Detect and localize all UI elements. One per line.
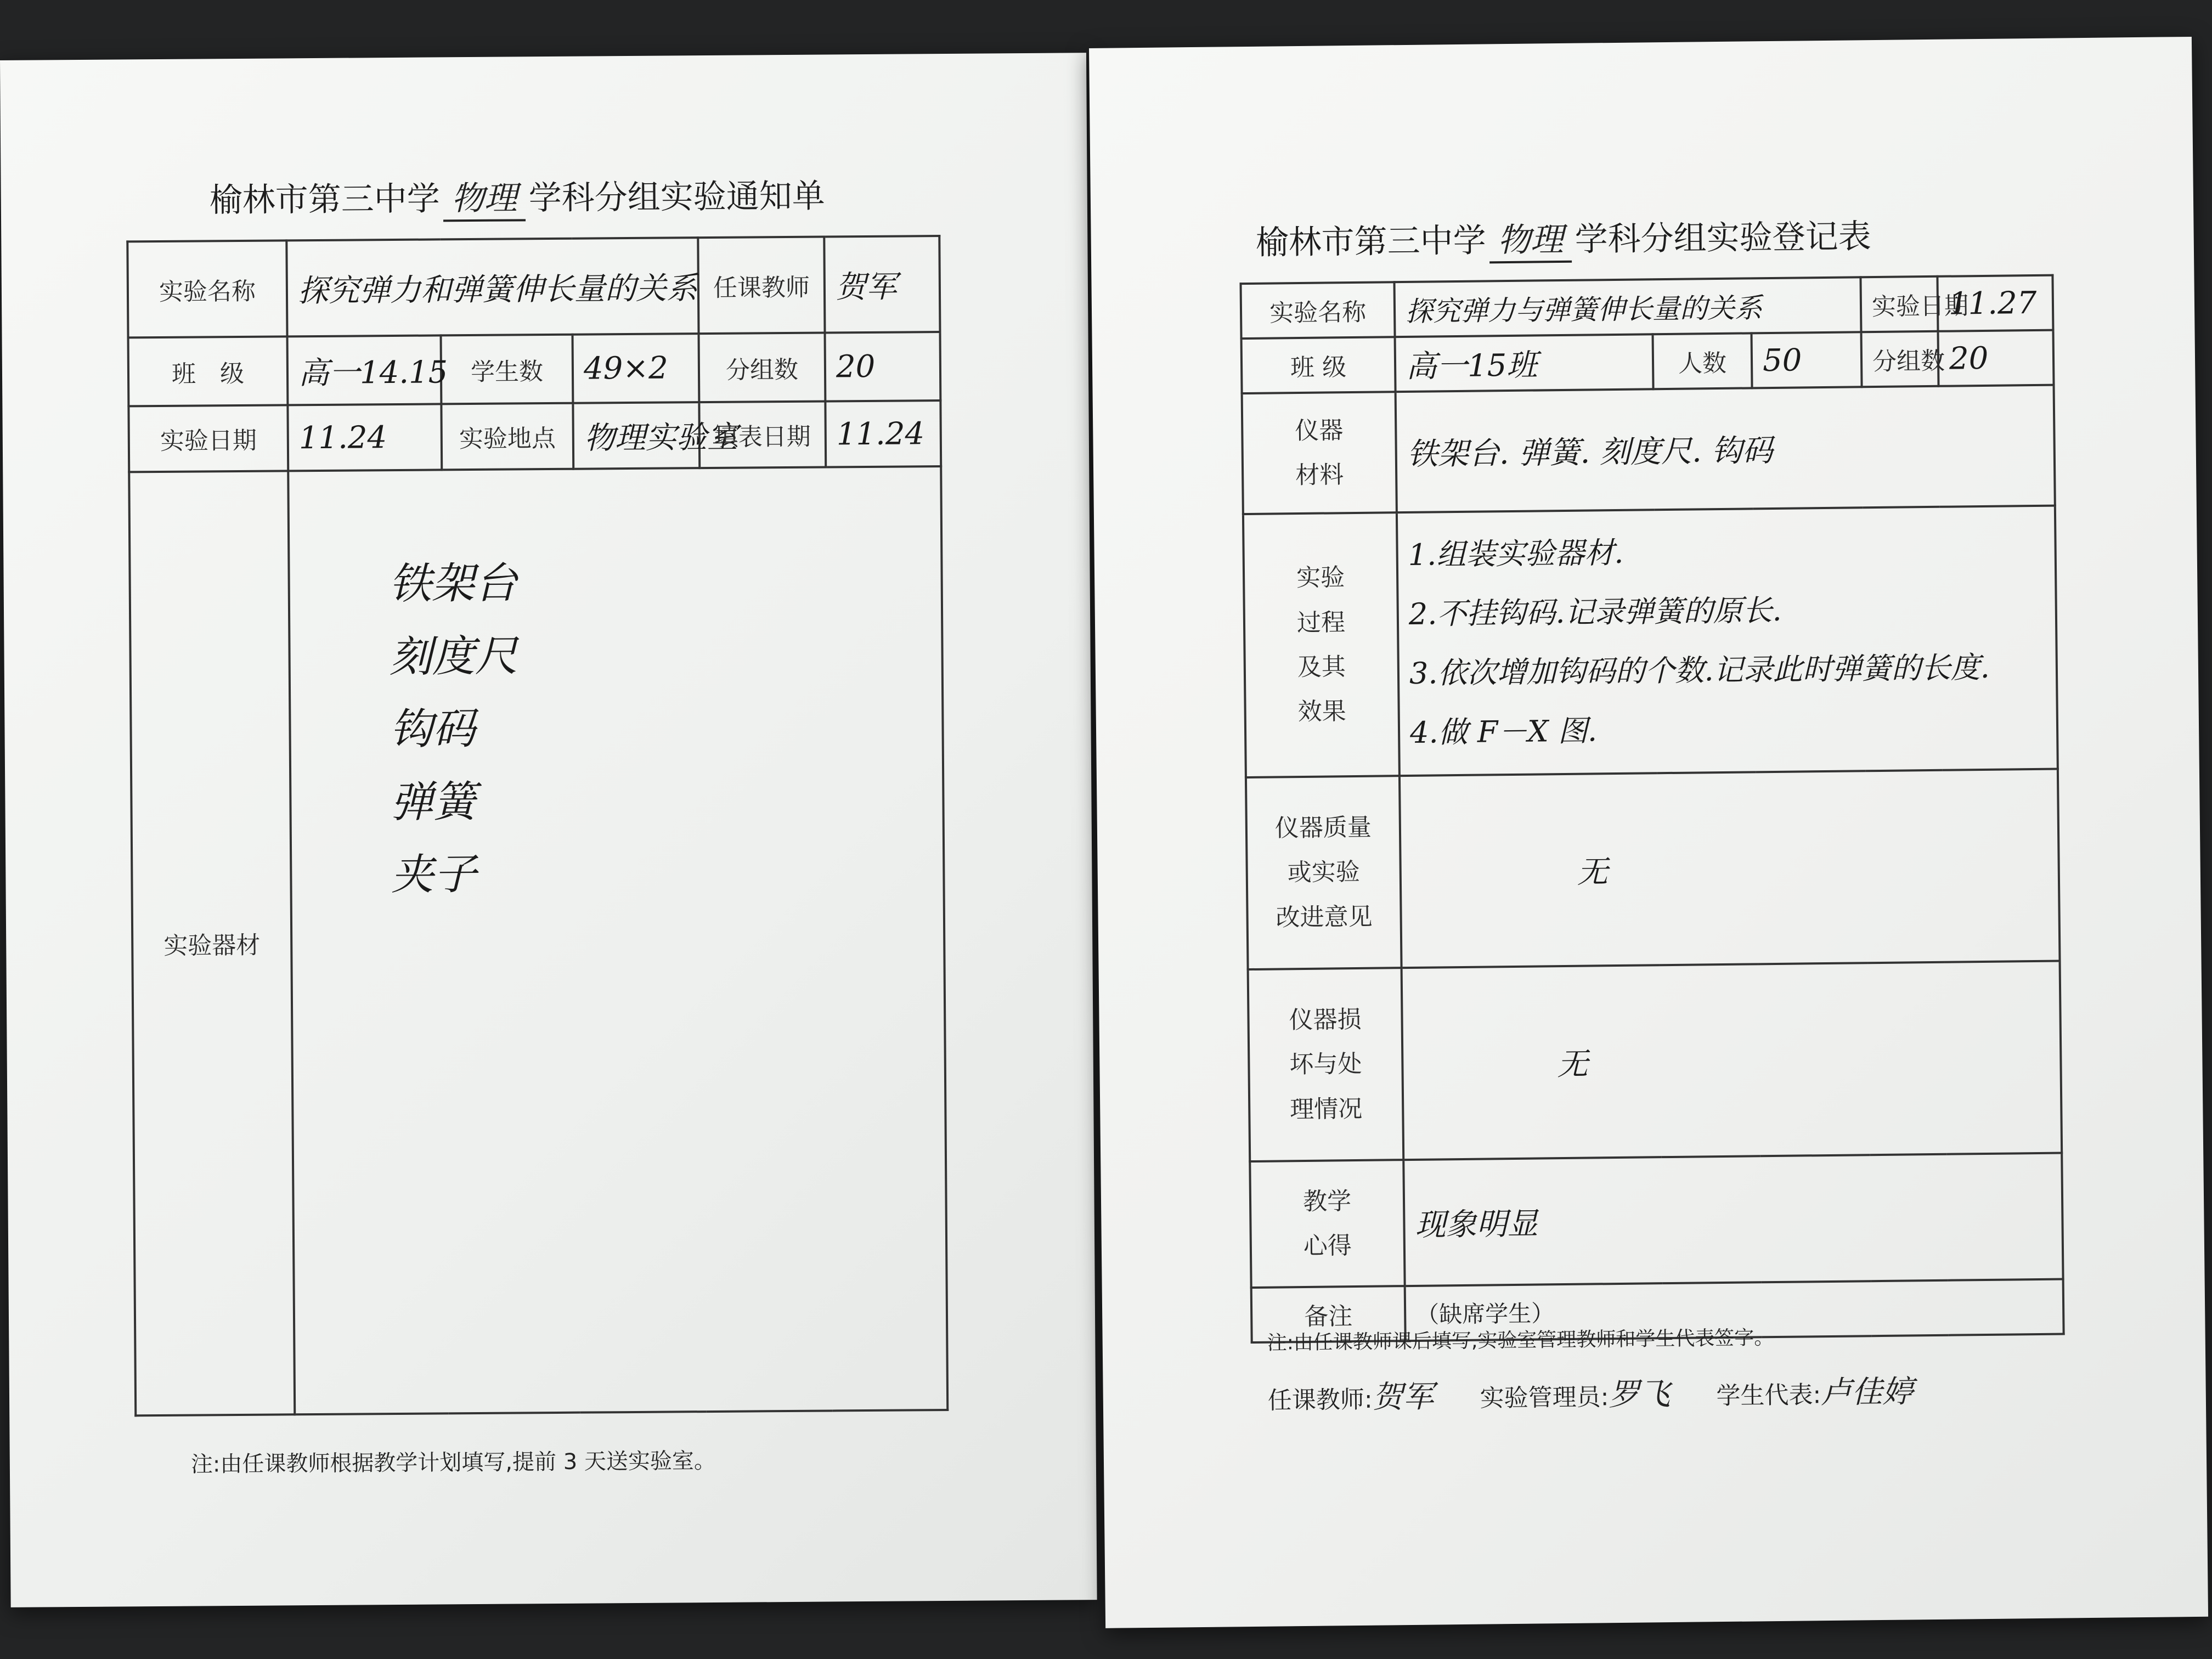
label-fill-date: 填表日期	[699, 402, 826, 469]
value-fill-date: 11.24	[825, 400, 941, 467]
record-form-sheet	[1089, 37, 2208, 1628]
label-process	[1243, 512, 1400, 777]
label-line: 理情况	[1290, 1094, 1363, 1124]
value-experiment-name: 探究弹力与弹簧伸长量的关系	[1394, 277, 1861, 337]
value-experiment-name: 探究弹力和弹簧伸长量的关系	[286, 238, 698, 336]
label-experiment-name: 实验名称	[1241, 282, 1395, 338]
value-class: 高一15班	[1395, 334, 1654, 392]
label-line: 过程	[1296, 608, 1346, 637]
equipment-item: 刻度尺	[389, 631, 518, 682]
record-form-table	[1239, 274, 2064, 1344]
process-step: 4.做 F－X 图.	[1409, 713, 1598, 750]
label-class: 班 级	[1242, 337, 1396, 393]
label-line: 仪器	[1295, 416, 1344, 445]
label-groups: 分组数	[1861, 331, 1938, 387]
value-remarks: （缺席学生）	[1405, 1279, 2064, 1341]
value-location: 物理实验室	[573, 402, 699, 469]
process-step: 2.不挂钩码.记录弹簧的原长.	[1408, 592, 1782, 631]
equipment-item: 夹子	[391, 850, 477, 900]
label-line: 心得	[1303, 1232, 1352, 1261]
title-suffix: 学科分组实验登记表	[1575, 217, 1872, 259]
label-class: 班 级	[128, 336, 288, 406]
label-students: 学生数	[441, 335, 573, 404]
value-quality: 无	[1400, 769, 2060, 968]
teacher-signature: 贺军	[1372, 1379, 1434, 1415]
equipment-item: 铁架台	[388, 558, 518, 610]
label-people: 人数	[1653, 333, 1752, 389]
label-experiment-date: 实验日期	[128, 405, 288, 472]
label-line: 实验	[1296, 563, 1345, 592]
record-footnote: 注:由任课教师课后填写,实验室管理教师和学生代表签字。	[1267, 1327, 1774, 1355]
equipment-cell	[288, 466, 947, 1414]
process-step: 3.依次增加钩码的个数.记录此时弹簧的长度.	[1409, 650, 1990, 691]
process-steps	[1408, 519, 2046, 763]
label-quality	[1246, 776, 1402, 969]
label-teacher: 任课教师	[698, 237, 825, 334]
subject-blank: 物理	[1489, 213, 1572, 264]
process-step: 1.组装实验器材.	[1408, 535, 1624, 572]
label-line: 坏与处	[1289, 1050, 1362, 1079]
value-experiment-date: 11.24	[287, 404, 442, 471]
value-groups: 20	[1938, 330, 2053, 386]
label-line: 仪器质量	[1274, 813, 1372, 843]
value-students: 49×2	[573, 334, 699, 403]
label-instruments	[1242, 392, 1397, 514]
notice-form-sheet	[0, 53, 1097, 1607]
label-damage	[1248, 968, 1404, 1161]
label-groups: 分组数	[699, 333, 826, 403]
label-line: 效果	[1297, 697, 1346, 726]
process-cell	[1397, 506, 2058, 776]
signature-row	[1267, 1367, 1951, 1418]
label-equipment: 实验器材	[129, 471, 295, 1415]
admin-signature: 罗飞	[1609, 1376, 1671, 1413]
label-experiment-name: 实验名称	[127, 240, 287, 337]
student-sign-label: 学生代表:	[1716, 1381, 1821, 1410]
label-line: 教学	[1302, 1187, 1352, 1216]
label-line: 仪器损	[1289, 1005, 1362, 1035]
value-teacher: 贺军	[824, 236, 940, 332]
label-reflection	[1250, 1160, 1404, 1288]
label-remarks: 备注	[1251, 1286, 1406, 1342]
value-reflection: 现象明显	[1403, 1153, 2063, 1286]
label-line: 及其	[1297, 653, 1346, 682]
label-experiment-date: 实验日期	[1860, 276, 1938, 332]
value-damage: 无	[1402, 961, 2062, 1160]
title-prefix: 榆林市第三中学	[1255, 221, 1487, 262]
equipment-list	[388, 544, 943, 912]
student-signature: 卢佳婷	[1820, 1374, 1914, 1411]
value-instruments: 铁架台. 弹簧. 刻度尺. 钩码	[1396, 385, 2055, 513]
admin-sign-label: 实验管理员:	[1480, 1383, 1609, 1413]
label-line: 材料	[1295, 461, 1344, 490]
title-suffix: 学科分组实验通知单	[528, 177, 826, 218]
subject-blank: 物理	[443, 172, 526, 222]
value-people: 50	[1752, 332, 1862, 388]
notice-footnote: 注:由任课教师根据教学计划填写,提前 3 天送实验室。	[190, 1448, 716, 1477]
record-form-title	[1255, 210, 1871, 266]
label-line: 或实验	[1287, 858, 1361, 887]
title-prefix: 榆林市第三中学	[209, 179, 441, 220]
equipment-item: 钩码	[390, 704, 476, 755]
value-experiment-date: 11.27	[1937, 275, 2053, 331]
value-class: 高一14.15	[287, 335, 442, 405]
notice-form-title	[209, 170, 825, 224]
label-location: 实验地点	[441, 403, 573, 470]
equipment-item: 弹簧	[390, 777, 476, 827]
label-line: 改进意见	[1276, 902, 1373, 932]
notice-form-table	[126, 235, 949, 1417]
teacher-sign-label: 任课教师:	[1267, 1385, 1373, 1415]
value-groups: 20	[825, 332, 941, 401]
